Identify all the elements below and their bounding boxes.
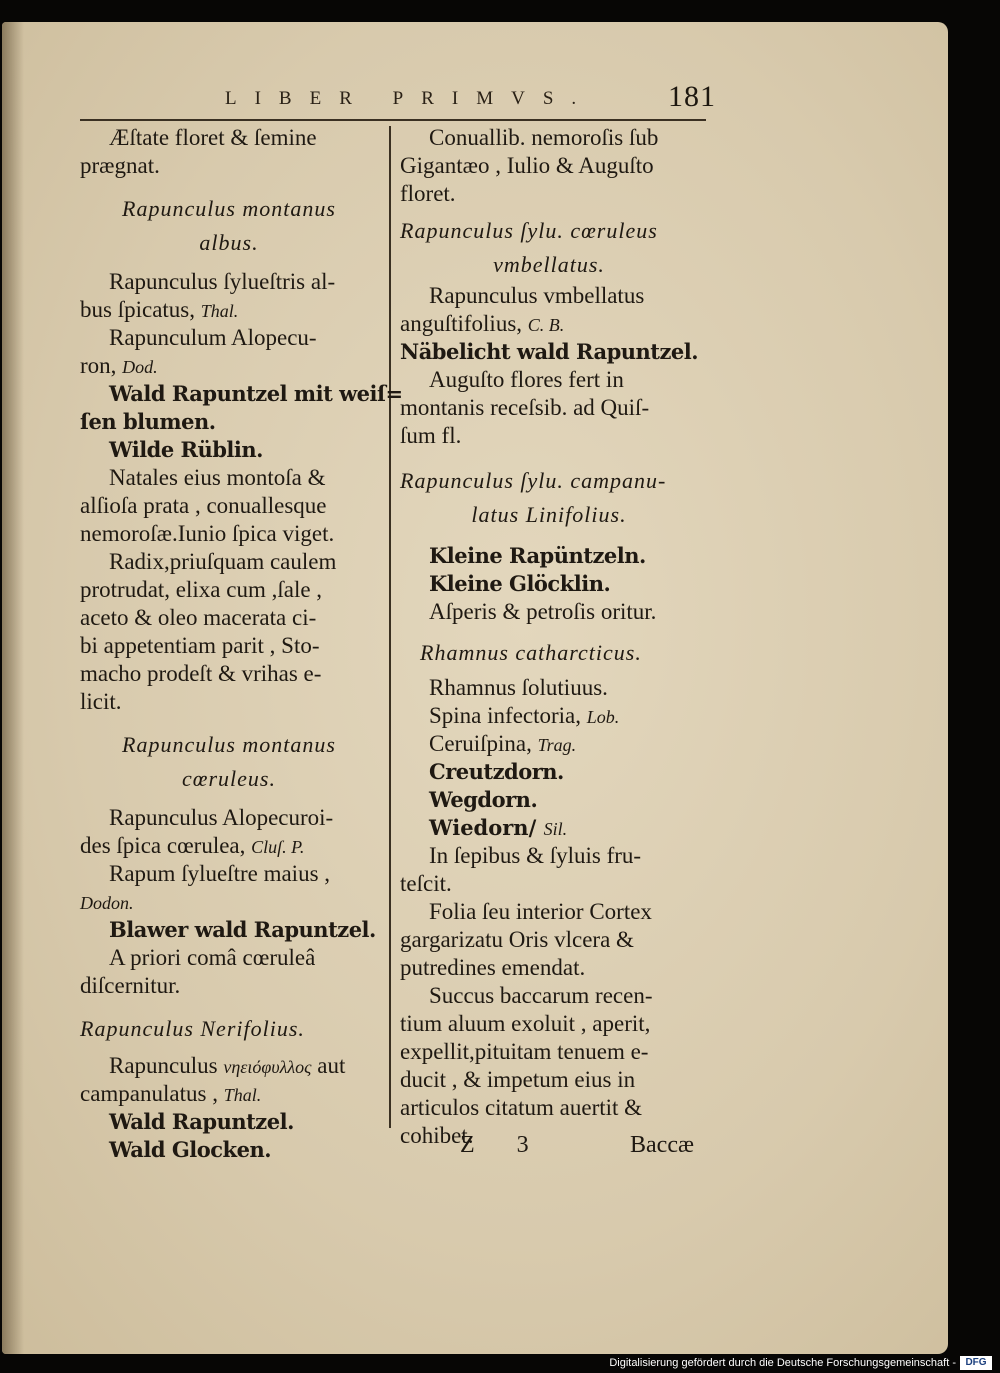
text-line: floret. bbox=[400, 181, 456, 206]
text-line: Gigantæo , Iulio & Auguſto bbox=[400, 153, 654, 178]
catchword: Baccæ bbox=[630, 1132, 694, 1158]
text-line: Auguſto flores fert in bbox=[429, 367, 624, 392]
text-line: Spina infectoria, Lob. bbox=[429, 703, 620, 728]
text-line: Aſperis & petroſis oritur. bbox=[429, 599, 657, 624]
section-heading: vmbellatus. bbox=[493, 252, 605, 277]
text-line: Rapunculus ſylueſtris al- bbox=[109, 269, 336, 294]
column-divider bbox=[389, 126, 391, 1128]
text-line: Rapunculus Alopecuroi- bbox=[109, 805, 334, 830]
text-line: In ſepibus & ſyluis fru- bbox=[429, 843, 642, 868]
german-name: Blawer wald Rapuntzel. bbox=[109, 917, 376, 942]
text-line: Rapum ſylueſtre maius , bbox=[109, 861, 331, 886]
german-name: Wald Rapuntzel mit weiſ= bbox=[109, 381, 403, 406]
text-line: putredines emendat. bbox=[400, 955, 586, 980]
text-line: gargarizatu Oris vlcera & bbox=[400, 927, 634, 952]
text-line: Wiedorn/ Sil. bbox=[429, 815, 568, 840]
german-name: Creutzdorn. bbox=[429, 759, 564, 784]
german-name: Kleine Rapüntzeln. bbox=[429, 543, 646, 568]
left-column bbox=[80, 124, 403, 1164]
text-line: Rapunculus vmbellatus bbox=[429, 283, 645, 308]
section-heading: Rhamnus catharcticus. bbox=[420, 640, 642, 665]
text-line: campanulatus , Thal. bbox=[80, 1081, 262, 1106]
section-heading: latus Linifolius. bbox=[471, 502, 627, 527]
text-line: Dodon. bbox=[80, 893, 134, 913]
german-name: Wilde Rüblin. bbox=[109, 437, 263, 462]
page-number: 181 bbox=[668, 80, 716, 113]
signature-mark: Z 3 bbox=[460, 1132, 547, 1158]
text-line: Succus baccarum recen- bbox=[429, 983, 653, 1008]
section-heading: Rapunculus Nerifolius. bbox=[80, 1016, 305, 1041]
funding-credit: Digitalisierung gefördert durch die Deutsche Forschungsgemeinschaft - bbox=[609, 1357, 956, 1369]
german-name: Wald Glocken. bbox=[109, 1137, 272, 1162]
text-line: Ceruiſpina, Trag. bbox=[429, 731, 577, 756]
text-line: bi appetentiam parit , Sto- bbox=[80, 633, 320, 658]
text-line: aceto & oleo macerata ci- bbox=[80, 605, 317, 630]
german-name: Näbelicht wald Rapuntzel. bbox=[400, 339, 699, 364]
section-heading: Rapunculus ſylu. cœruleus bbox=[400, 218, 658, 243]
text-line: tium aluum exoluit , aperit, bbox=[400, 1011, 651, 1036]
text-line: Folia ſeu interior Cortex bbox=[429, 899, 652, 924]
text-line: ducit , & impetum eius in bbox=[400, 1067, 636, 1092]
text-line: Rapunculus νηειόφυλλος aut bbox=[109, 1053, 346, 1078]
running-title: LIBER PRIMVS. bbox=[225, 88, 595, 109]
section-heading: Rapunculus montanus bbox=[122, 196, 336, 221]
text-line: bus ſpicatus, Thal. bbox=[80, 297, 239, 322]
german-name: Wegdorn. bbox=[429, 787, 538, 812]
section-heading: Rapunculus montanus bbox=[122, 732, 336, 757]
text-line: nemoroſæ.Iunio ſpica viget. bbox=[80, 521, 335, 546]
text-line: alſioſa prata , conuallesque bbox=[80, 493, 327, 518]
text-line: teſcit. bbox=[400, 871, 452, 896]
text-line: Natales eius montoſa & bbox=[109, 465, 326, 490]
section-heading: Rapunculus ſylu. campanu- bbox=[400, 468, 667, 493]
text-line: protrudat, elixa cum ,ſale , bbox=[80, 577, 323, 602]
text-line: A priori comâ cœruleâ bbox=[109, 945, 316, 970]
text-line: des ſpica cœrulea, Cluſ. P. bbox=[80, 833, 305, 858]
text-line: Rapunculum Alopecu- bbox=[109, 325, 317, 350]
text-line: diſcernitur. bbox=[80, 973, 181, 998]
dfg-logo: DFG bbox=[960, 1356, 992, 1370]
text-line: expellit,pituitam tenuem e- bbox=[400, 1039, 649, 1064]
german-name: Wald Rapuntzel. bbox=[109, 1109, 294, 1134]
german-name: ſen blumen. bbox=[80, 409, 216, 434]
text-line: Radix,priuſquam caulem bbox=[109, 549, 337, 574]
text-line: Conuallib. nemoroſis ſub bbox=[429, 125, 659, 150]
text-line: articulos citatum auertit & bbox=[400, 1095, 643, 1120]
text-line: prægnat. bbox=[80, 153, 160, 178]
right-column bbox=[400, 124, 698, 1150]
text-line: macho prodeſt & vrihas e- bbox=[80, 661, 322, 686]
text-line: ron, Dod. bbox=[80, 353, 158, 378]
text-line: cohibet. bbox=[400, 1123, 474, 1148]
section-heading: cœruleus. bbox=[182, 766, 276, 791]
german-name: Kleine Glöcklin. bbox=[429, 571, 611, 596]
text-line: anguſtifolius, C. B. bbox=[400, 311, 565, 336]
text-line: montanis receſsib. ad Quiſ- bbox=[400, 395, 650, 420]
text-line: ſum fl. bbox=[400, 423, 462, 448]
text-line: Æſtate floret & ſemine bbox=[109, 125, 317, 150]
text-line: licit. bbox=[80, 689, 122, 714]
text-line: Rhamnus ſolutiuus. bbox=[429, 675, 608, 700]
header-rule bbox=[80, 119, 706, 121]
section-heading: albus. bbox=[199, 230, 259, 255]
